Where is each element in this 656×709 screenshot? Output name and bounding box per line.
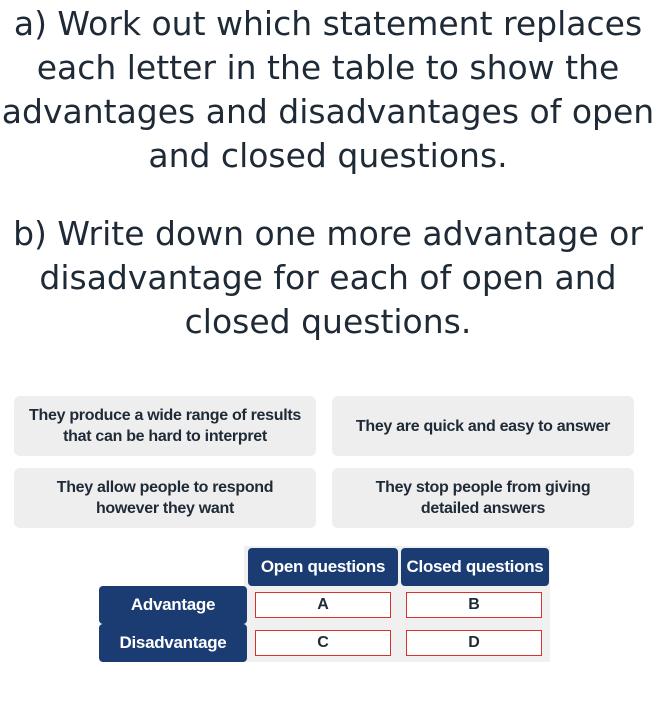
question-b-line: closed questions. <box>184 302 472 341</box>
statement-card-no-detail[interactable] <box>332 468 634 528</box>
column-header-closed: Closed questions <box>401 548 549 586</box>
answer-cell-c[interactable]: C <box>255 630 391 656</box>
statement-line: They stop people from giving <box>375 479 591 496</box>
statement-card-quick-easy[interactable] <box>332 396 634 456</box>
answer-cell-d[interactable]: D <box>406 630 542 656</box>
statement-line: that can be hard to interpret <box>63 428 267 445</box>
question-a-line: each letter in the table to show the <box>36 48 620 87</box>
question-b-line: b) Write down one more advantage or <box>13 214 643 253</box>
answer-cell-b[interactable]: B <box>406 592 542 618</box>
row-label-disadvantage: Disadvantage <box>99 624 247 662</box>
statement-line: detailed answers <box>420 500 546 517</box>
question-a-line: a) Work out which statement replaces <box>13 4 643 43</box>
question-a-line: advantages and disadvantages of open <box>1 92 655 131</box>
statement-line: They are quick and easy to answer <box>355 417 611 435</box>
question-b <box>0 212 656 344</box>
statement-line: They allow people to respond <box>56 479 274 496</box>
statement-line: They produce a wide range of results <box>29 407 301 424</box>
column-header-open: Open questions <box>248 548 398 586</box>
statement-line: however they want <box>95 500 235 517</box>
question-b-line: disadvantage for each of open and <box>39 258 617 297</box>
answer-cell-a[interactable]: A <box>255 592 391 618</box>
question-a <box>0 2 656 178</box>
question-a-line: and closed questions. <box>148 136 508 175</box>
statement-card-wide-range[interactable] <box>14 396 316 456</box>
row-label-advantage: Advantage <box>99 586 247 624</box>
statement-card-respond-freely[interactable] <box>14 468 316 528</box>
